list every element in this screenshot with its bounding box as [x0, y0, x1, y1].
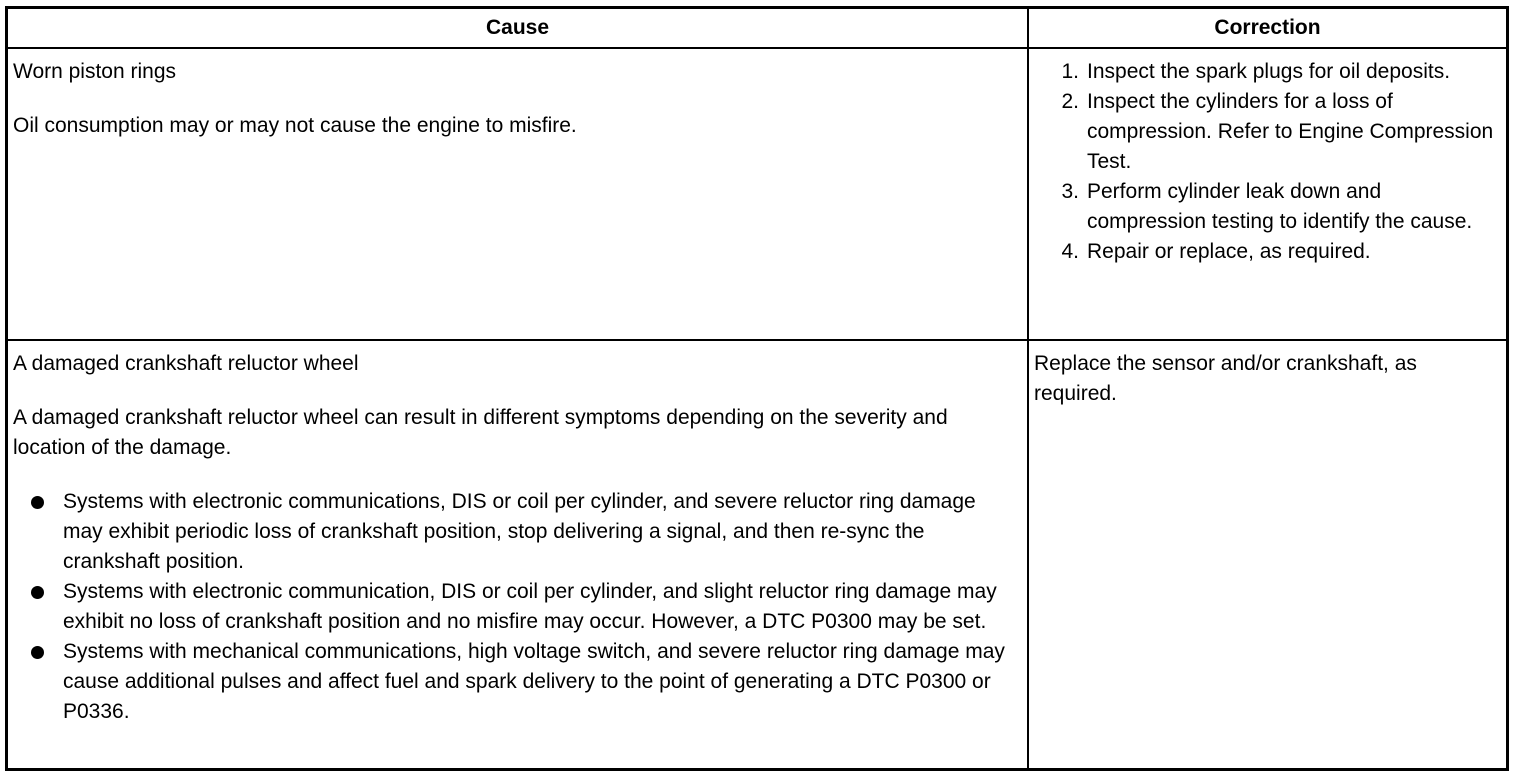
- table-row: [8, 48, 1506, 340]
- cause-cell: [8, 340, 1028, 768]
- bullet-text: Systems with mechanical communications, high voltage switch, and severe reluctor ring damage may cause additional pulses and affect fuel and spark delivery to the point of generating a DTC P0300 or P0336.: [63, 640, 1005, 723]
- bullet-text: Systems with electronic communication, DIS or coil per cylinder, and slight reluctor ring damage may exhibit no loss of crankshaft position and no misfire may occur. However, a DTC P0300 may be set.: [63, 580, 997, 633]
- cause-bullets: [13, 487, 1021, 727]
- bullet-dot-icon: [31, 646, 44, 659]
- step-text: Perform cylinder leak down and compression testing to identify the cause.: [1087, 180, 1473, 233]
- step-number: 4.: [1061, 240, 1079, 263]
- cause-paragraph: Oil consumption may or may not cause the engine to misfire.: [13, 114, 577, 137]
- correction-step: [1061, 57, 1500, 87]
- step-text: Repair or replace, as required.: [1087, 240, 1371, 263]
- cause-title: A damaged crankshaft reluctor wheel: [13, 352, 359, 375]
- cause-title: Worn piston rings: [13, 60, 177, 83]
- diagnostic-table-frame: [5, 6, 1509, 771]
- correction-step: [1061, 237, 1500, 267]
- cause-cell: [8, 48, 1028, 340]
- bullet-dot-icon: [31, 586, 44, 599]
- step-number: 1.: [1061, 60, 1079, 83]
- bullet-dot-icon: [31, 496, 44, 509]
- correction-cell: [1028, 340, 1506, 768]
- bullet-item: [63, 577, 1021, 637]
- correction-header: Correction: [1028, 9, 1506, 48]
- correction-steps: [1034, 57, 1500, 267]
- correction-cell: [1028, 48, 1506, 340]
- correction-step: [1061, 87, 1500, 177]
- step-text: Inspect the spark plugs for oil deposits.: [1087, 60, 1451, 83]
- bullet-item: [63, 487, 1021, 577]
- cause-paragraph: A damaged crankshaft reluctor wheel can result in different symptoms depending on the severity and location of the damage.: [13, 406, 948, 459]
- bullet-item: [63, 637, 1021, 727]
- header-row: [8, 9, 1506, 48]
- bullet-text: Systems with electronic communications, DIS or coil per cylinder, and severe reluctor ring damage may exhibit periodic loss of crankshaft position, stop delivering a signal, and then re-sync the crankshaft position.: [63, 490, 976, 573]
- step-number: 3.: [1061, 180, 1079, 203]
- correction-step: [1061, 177, 1500, 237]
- diagnostic-table: [8, 9, 1506, 768]
- step-text: Inspect the cylinders for a loss of compression. Refer to Engine Compression Test.: [1087, 90, 1494, 173]
- table-row: [8, 340, 1506, 768]
- correction-text: Replace the sensor and/or crankshaft, as required.: [1034, 352, 1417, 405]
- cause-header: Cause: [8, 9, 1028, 48]
- step-number: 2.: [1061, 90, 1079, 113]
